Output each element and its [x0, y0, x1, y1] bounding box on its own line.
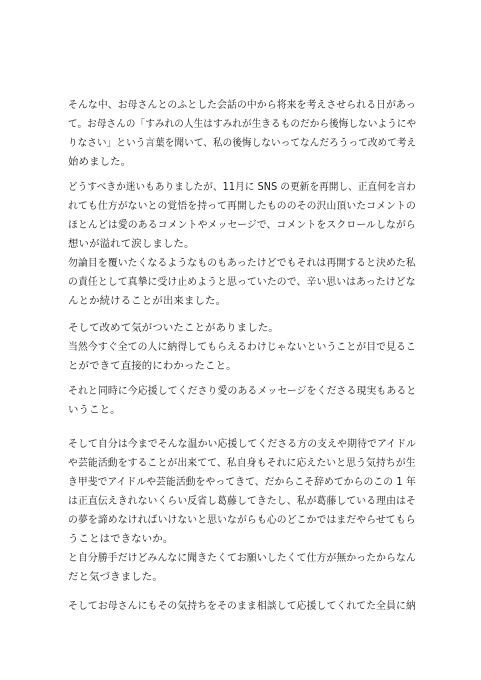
paragraph-line: や芸能活動をすることが出来てて、私自身もそれに応えたいと思う気持ちが生 [68, 457, 416, 469]
paragraph-line: て。お母さんの「すみれの人生はすみれが生きるものだから後悔しないようにや [68, 118, 417, 130]
paragraph-line: 想いが溢れて涙しました。 [68, 238, 195, 250]
paragraph-2 [68, 178, 416, 311]
paragraph-line: どうすべきか迷いもありましたが、11月に SNS の更新を再開し、正直何を言わ [68, 181, 416, 193]
paragraph-line: んとか続けることが出来ました。 [68, 295, 227, 307]
paragraph-line: 勿論目を覆いたくなるようなものもあったけどでもそれは再開すると決めた私 [68, 257, 416, 269]
paragraph-line: の夢を諦めなければいけないと思いながらも心のどこかではまだやらせてもら [68, 514, 416, 526]
paragraph-line: そしてお母さんにもその気持ちをそのまま相談して応援してくれてた全員に納 [68, 600, 416, 612]
paragraph-line: は正直伝えきれないくらい反省し葛藤してきたし、私が葛藤している理由はそ [68, 495, 416, 507]
paragraph-line: とができて直接的にわかったこと。 [68, 360, 237, 372]
paragraph-line: の責任として真摯に受け止めようと思っていたので、辛い思いはあったけどな [68, 276, 416, 288]
paragraph-line: そして改めて気がついたことがありました。 [68, 322, 279, 334]
paragraph-3 [68, 319, 416, 376]
paragraph-line: りなさい」という言葉を聞いて、私の後悔しないってなんだろうって改めて考え [68, 137, 417, 149]
paragraph-1 [68, 96, 416, 172]
paragraph-line: 当然今すぐ全ての人に納得してもらえるわけじゃないということが目で見るこ [68, 341, 416, 353]
paragraph-line: 始めました。 [68, 156, 132, 168]
paragraph-line: き甲斐でアイドルや芸能活動をやってきて、だからこそ辞めてからのこの 1 年 [68, 476, 416, 488]
paragraph-line: それと同時に今応援してくださり愛のあるメッセージをくださる現実もあると [68, 385, 417, 397]
paragraph-line: うことはできないか。 [68, 533, 174, 545]
paragraph-line: と自分勝手だけどみんなに聞きたくてお願いしたくて仕方が無かったからなん [68, 552, 416, 564]
paragraph-5 [68, 435, 416, 587]
paragraph-line: そして自分は今までそんな温かい応援してくださる方の支えや期待でアイドル [68, 438, 417, 450]
paragraph-line: だと気づきました。 [68, 571, 163, 583]
paragraph-6 [68, 597, 416, 616]
paragraph-line: そんな中、お母さんとのふとした会話の中から将来を考えさせられる日があっ [68, 99, 416, 111]
paragraph-line: いうこと。 [68, 404, 121, 416]
paragraph-line: れても仕方がないとの覚悟を持って再開したもののその沢山頂いたコメントの [68, 200, 416, 212]
paragraph-line: ほとんどは愛のあるコメントやメッセージで、コメントをスクロールしながら [68, 219, 416, 231]
paragraph-4 [68, 382, 416, 420]
